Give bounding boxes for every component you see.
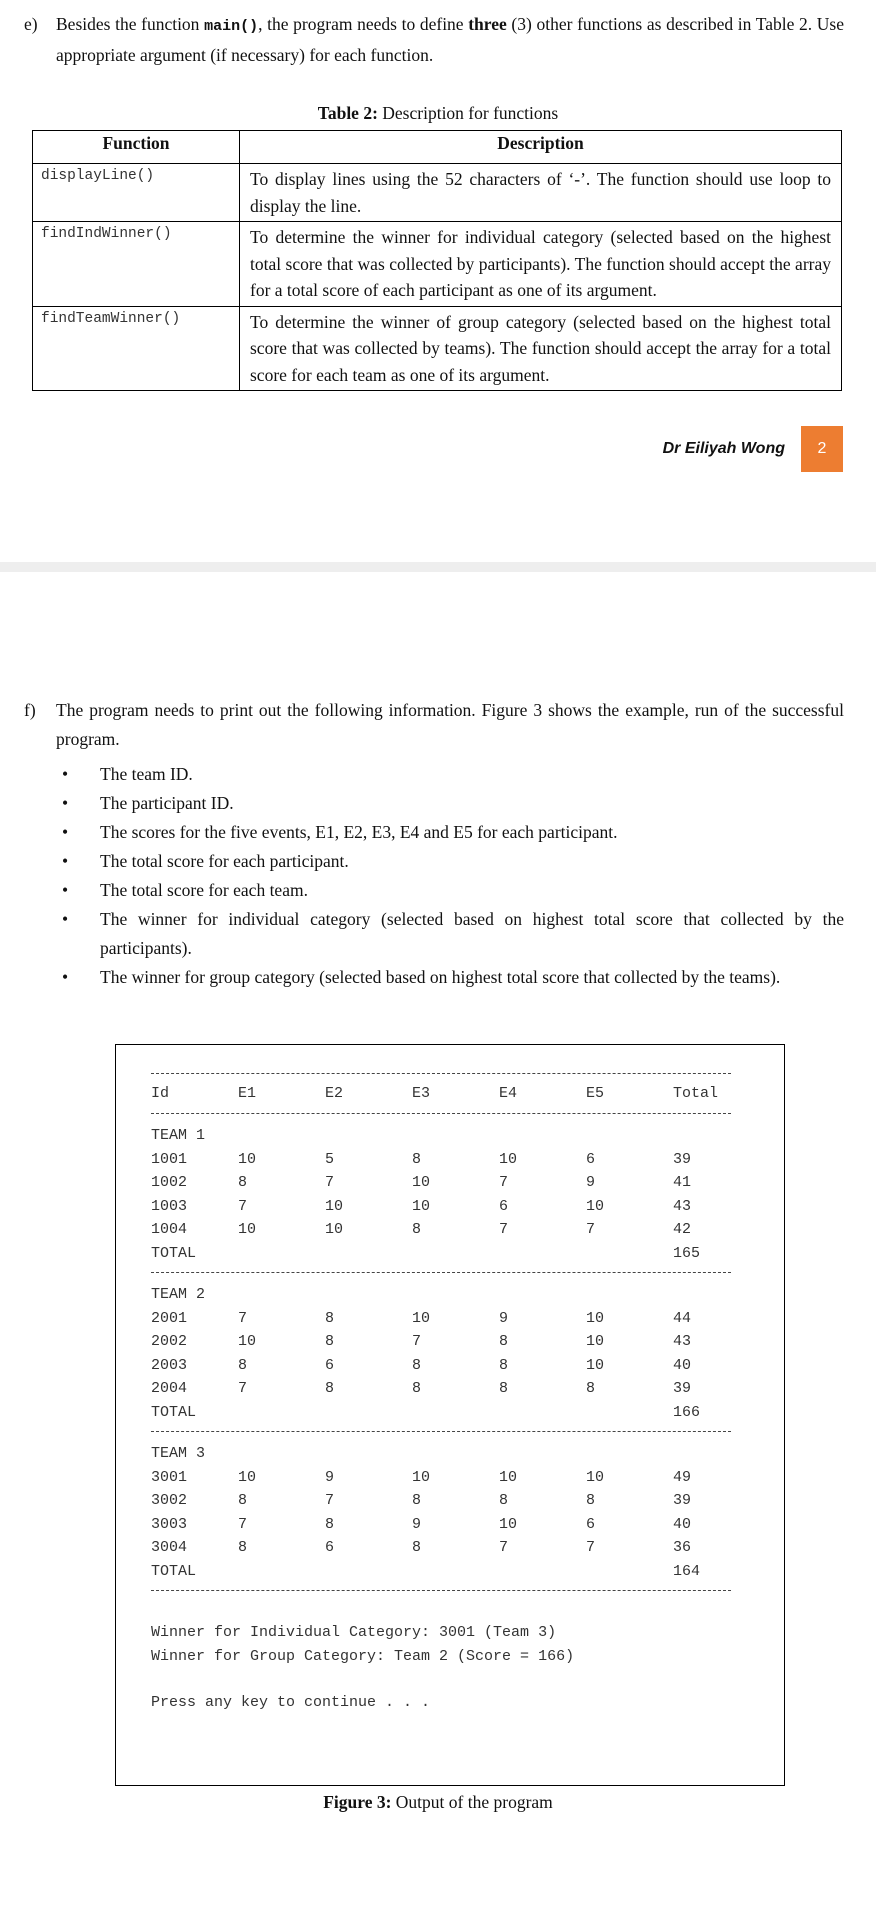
event-score: 8: [238, 1492, 248, 1509]
event-score: 8: [412, 1221, 422, 1238]
participant-id: 2001: [151, 1309, 188, 1327]
section-f-text: The program needs to print out the following information. Figure 3 shows the example, run of the successful program.: [56, 700, 844, 749]
list-item: • The total score for each team.: [62, 880, 308, 900]
column-header: Id: [151, 1085, 170, 1102]
footer-author: Dr Eiliyah Wong: [662, 440, 785, 457]
event-score: 6: [586, 1150, 596, 1168]
page-separator: [0, 562, 876, 572]
table-2-caption-label: Table 2:: [317, 103, 378, 123]
section-e-text-2: , the program needs to define: [258, 14, 469, 34]
event-score: 10: [586, 1309, 605, 1327]
section-e-code: main(): [204, 18, 259, 35]
press-any-key-text: Press any key to continue . . .: [151, 1694, 431, 1711]
event-score: 10: [325, 1221, 344, 1238]
total-label: TOTAL: [151, 1403, 197, 1421]
event-score: 10: [412, 1174, 431, 1191]
requirements-list: [56, 760, 844, 992]
participant-id: 3001: [151, 1468, 188, 1486]
event-score: 8: [412, 1539, 422, 1556]
participant-total: 39: [673, 1492, 692, 1509]
event-score: 8: [325, 1380, 335, 1397]
function-description-table: [32, 130, 842, 391]
event-score: 7: [325, 1492, 335, 1509]
section-e-text-1: Besides the function: [56, 14, 205, 34]
list-item-text: The winner for group category (selected based on highest total score that collected by the teams).: [100, 967, 781, 987]
event-score: 7: [586, 1221, 596, 1238]
function-name: displayLine(): [33, 164, 240, 222]
list-item: • The team ID.: [62, 764, 193, 784]
event-score: 10: [238, 1221, 257, 1238]
event-score: 8: [412, 1356, 422, 1374]
list-item: • The total score for each participant.: [62, 851, 349, 871]
table-row: [151, 1149, 751, 1171]
team-total-row: [151, 1243, 751, 1265]
event-score: 8: [586, 1492, 596, 1509]
event-score: 7: [499, 1221, 509, 1238]
participant-id: 1004: [151, 1221, 188, 1238]
participant-id: 3004: [151, 1539, 188, 1556]
table-row: [151, 1490, 751, 1512]
list-item-text: The total score for each participant.: [100, 851, 349, 871]
winner-individual-row: [151, 1622, 751, 1644]
event-score: 7: [586, 1539, 596, 1556]
event-score: 8: [325, 1309, 335, 1327]
event-score: 10: [586, 1468, 605, 1486]
event-score: 10: [238, 1150, 257, 1168]
total-label: TOTAL: [151, 1562, 197, 1580]
team-total: 164: [673, 1562, 701, 1580]
list-item: • The participant ID.: [62, 793, 234, 813]
event-score: 7: [499, 1539, 509, 1556]
event-score: 5: [325, 1150, 335, 1168]
team-heading-row: [151, 1443, 751, 1465]
function-name: findIndWinner(): [33, 222, 240, 307]
event-score: 8: [238, 1174, 248, 1191]
participant-id: 1003: [151, 1197, 188, 1215]
event-score: 7: [238, 1515, 248, 1533]
function-description: To determine the winner for individual category (selected based on the highest total score that was collected by participants). The function should accept the array for a total score of each participant as one of its argument.: [240, 222, 842, 307]
team-heading-row: [151, 1125, 751, 1147]
table-row: [33, 306, 842, 391]
participant-id: 2004: [151, 1380, 188, 1397]
event-score: 8: [238, 1539, 248, 1556]
event-score: 6: [325, 1356, 335, 1374]
team-total: 165: [673, 1244, 701, 1262]
column-header: E1: [238, 1085, 257, 1102]
list-item-text: The total score for each team.: [100, 880, 308, 900]
participant-total: 40: [673, 1515, 692, 1533]
figure-3-caption-label: Figure 3:: [323, 1792, 392, 1812]
function-description: To determine the winner of group category (selected based on the highest total score that was collected by teams). The function should accept the array for a total score for each team as one of its argument.: [240, 306, 842, 391]
event-score: 10: [586, 1197, 605, 1215]
team-divider: [151, 1431, 731, 1432]
function-column-header: Function: [33, 131, 240, 164]
section-e-bold: three: [468, 14, 507, 34]
event-score: 6: [586, 1515, 596, 1533]
column-header: Total: [673, 1085, 719, 1102]
section-f-paragraph: [24, 696, 844, 754]
participant-id: 3003: [151, 1515, 188, 1533]
document-page-1: [0, 0, 876, 562]
table-row: [151, 1537, 751, 1559]
function-name: findTeamWinner(): [33, 306, 240, 391]
page-number-badge: 2: [801, 426, 843, 472]
participant-total: 43: [673, 1197, 692, 1215]
event-score: 7: [238, 1197, 248, 1215]
participant-id: 1002: [151, 1174, 188, 1191]
table-row: [151, 1172, 751, 1194]
event-score: 10: [325, 1197, 344, 1215]
event-score: 10: [499, 1515, 518, 1533]
event-score: 10: [238, 1333, 257, 1350]
team-total-row: [151, 1402, 751, 1424]
participant-total: 44: [673, 1309, 692, 1327]
list-item: • The scores for the five events, E1, E2, E3, E4 and E5 for each participant.: [62, 822, 618, 842]
table-row: [33, 164, 842, 222]
document-page-2: [0, 572, 876, 1915]
table-row: [151, 1219, 751, 1241]
event-score: 8: [238, 1356, 248, 1374]
column-header: E4: [499, 1085, 518, 1102]
participant-id: 3002: [151, 1492, 188, 1509]
event-score: 6: [325, 1539, 335, 1556]
event-score: 8: [325, 1515, 335, 1533]
table-row: [151, 1331, 751, 1353]
table-row: [33, 222, 842, 307]
event-score: 8: [499, 1380, 509, 1397]
event-score: 10: [412, 1197, 431, 1215]
team-label: TEAM 2: [151, 1286, 206, 1303]
team-label: TEAM 3: [151, 1445, 206, 1462]
participant-total: 49: [673, 1468, 692, 1486]
list-item-text: The scores for the five events, E1, E2, E3, E4 and E5 for each participant.: [100, 822, 618, 842]
program-output-console: [115, 1044, 785, 1786]
figure-3-caption: [0, 1792, 876, 1813]
event-score: 8: [586, 1380, 596, 1397]
winner-individual-text: Winner for Individual Category: 3001 (Team 3): [151, 1624, 557, 1641]
list-item-text: The participant ID.: [100, 793, 234, 813]
event-score: 7: [325, 1174, 335, 1191]
winner-group-row: [151, 1646, 751, 1668]
participant-id: 2003: [151, 1356, 188, 1374]
press-key-row: [151, 1692, 751, 1714]
list-item: • The winner for individual category (selected based on highest total score that collected by the participants).: [62, 909, 844, 958]
team-heading-row: [151, 1284, 751, 1306]
event-score: 10: [586, 1356, 605, 1374]
column-header: E2: [325, 1085, 344, 1102]
participant-total: 41: [673, 1174, 692, 1191]
event-score: 7: [412, 1333, 422, 1350]
team-divider: [151, 1272, 731, 1273]
header-top-divider: [151, 1073, 731, 1074]
team-label: TEAM 1: [151, 1127, 206, 1144]
event-score: 10: [412, 1309, 431, 1327]
event-score: 10: [412, 1468, 431, 1486]
list-item-text: The winner for individual category (selected based on highest total score that collected by the participants).: [100, 909, 844, 958]
event-score: 8: [499, 1492, 509, 1509]
team-total: 166: [673, 1403, 701, 1421]
event-score: 10: [499, 1468, 518, 1486]
section-e-text-3: (3) other functions as described in Table 2. Use appropriate argument (if necessary) for each function.: [56, 14, 844, 65]
event-score: 7: [499, 1174, 509, 1191]
event-score: 7: [238, 1309, 248, 1327]
event-score: 9: [325, 1468, 335, 1486]
participant-total: 36: [673, 1539, 692, 1556]
event-score: 10: [499, 1150, 518, 1168]
table-2-caption: [0, 103, 876, 124]
output-header-row: [151, 1083, 751, 1105]
function-description: To display lines using the 52 characters of ‘-’. The function should use loop to display the line.: [240, 164, 842, 222]
table-row: [151, 1196, 751, 1218]
participant-id: 1001: [151, 1150, 188, 1168]
event-score: 7: [238, 1380, 248, 1397]
section-e-label: e): [24, 14, 38, 34]
participant-id: 2002: [151, 1333, 188, 1350]
participant-total: 43: [673, 1333, 692, 1350]
header-bottom-divider: [151, 1113, 731, 1114]
event-score: 8: [499, 1333, 509, 1350]
list-item-text: The team ID.: [100, 764, 193, 784]
event-score: 9: [586, 1174, 596, 1191]
event-score: 8: [412, 1380, 422, 1397]
column-header: E5: [586, 1085, 605, 1102]
table-row: [151, 1355, 751, 1377]
event-score: 10: [238, 1468, 257, 1486]
list-item: • The winner for group category (selected based on highest total score that collected by the teams).: [62, 967, 781, 987]
team-total-row: [151, 1561, 751, 1583]
table-header-row: [33, 131, 842, 164]
description-column-header: Description: [240, 131, 842, 164]
section-e-paragraph: [24, 10, 844, 70]
team-divider: [151, 1590, 731, 1591]
table-row: [151, 1378, 751, 1400]
event-score: 8: [325, 1333, 335, 1350]
table-row: [151, 1467, 751, 1489]
event-score: 9: [499, 1309, 509, 1327]
table-row: [151, 1308, 751, 1330]
participant-total: 40: [673, 1356, 692, 1374]
event-score: 6: [499, 1197, 509, 1215]
figure-3-caption-text: Output of the program: [391, 1792, 553, 1812]
event-score: 8: [412, 1150, 422, 1168]
participant-total: 42: [673, 1221, 692, 1238]
event-score: 9: [412, 1515, 422, 1533]
event-score: 8: [412, 1492, 422, 1509]
total-label: TOTAL: [151, 1244, 197, 1262]
event-score: 10: [586, 1333, 605, 1350]
participant-total: 39: [673, 1150, 692, 1168]
participant-total: 39: [673, 1380, 692, 1397]
event-score: 8: [499, 1356, 509, 1374]
table-2-caption-text: Description for functions: [377, 103, 559, 123]
table-row: [151, 1514, 751, 1536]
section-f-label: f): [24, 700, 36, 720]
winner-group-text: Winner for Group Category: Team 2 (Score = 166): [151, 1647, 575, 1665]
column-header: E3: [412, 1085, 431, 1102]
